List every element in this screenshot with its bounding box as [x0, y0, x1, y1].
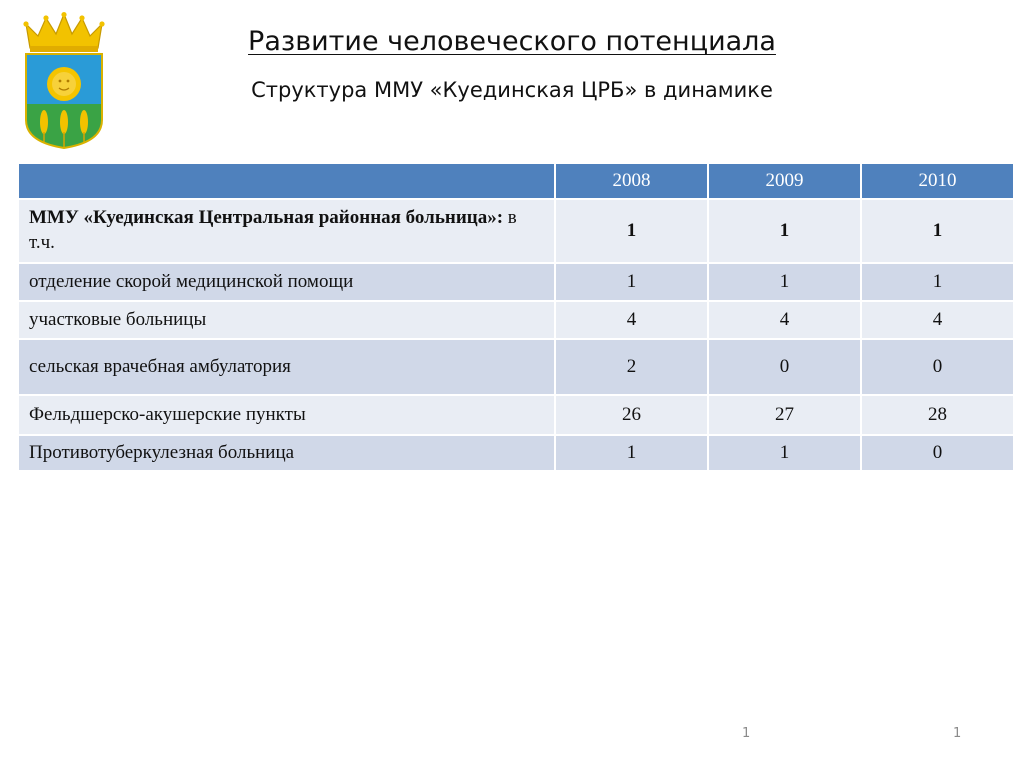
value-cell: 26 [555, 395, 708, 435]
value-cell: 1 [555, 199, 708, 263]
value-cell: 0 [708, 339, 861, 395]
row-label: Фельдшерско-акушерские пункты [18, 395, 555, 435]
value-cell: 27 [708, 395, 861, 435]
table-row [18, 199, 1014, 263]
value-cell: 0 [861, 339, 1014, 395]
slide-number-left: 1 [742, 726, 751, 741]
header-cell-year: 2008 [555, 163, 708, 199]
value-cell: 1 [555, 435, 708, 471]
page-title: Развитие человеческого потенциала [248, 26, 776, 57]
value-cell: 1 [708, 263, 861, 301]
page-subtitle: Структура ММУ «Куединская ЦРБ» в динамике [251, 78, 773, 102]
row-label: участковые больницы [18, 301, 555, 339]
coat-of-arms-icon [22, 12, 106, 156]
value-cell: 1 [861, 199, 1014, 263]
row-label: сельская врачебная амбулатория [18, 339, 555, 395]
table-header-row [18, 163, 1014, 199]
row-label: Противотуберкулезная больница [18, 435, 555, 471]
table-row [18, 395, 1014, 435]
header-cell-year: 2010 [861, 163, 1014, 199]
value-cell: 1 [861, 263, 1014, 301]
header-cell-year: 2009 [708, 163, 861, 199]
table-row [18, 301, 1014, 339]
table-row [18, 263, 1014, 301]
row-label-suffix: в т.ч. [29, 207, 517, 253]
row-label: ММУ «Куединская Центральная районная больница»: [29, 207, 504, 229]
table-row [18, 339, 1014, 395]
value-cell: 1 [708, 199, 861, 263]
structure-table [17, 162, 1015, 472]
row-label: отделение скорой медицинской помощи [18, 263, 555, 301]
value-cell: 4 [861, 301, 1014, 339]
value-cell: 4 [555, 301, 708, 339]
value-cell: 1 [708, 435, 861, 471]
value-cell: 28 [861, 395, 1014, 435]
row-label-cell [18, 199, 555, 263]
table-row [18, 435, 1014, 471]
value-cell: 1 [555, 263, 708, 301]
value-cell: 2 [555, 339, 708, 395]
slide-number-right: 1 [953, 726, 962, 741]
header-cell-label [18, 163, 555, 199]
value-cell: 4 [708, 301, 861, 339]
value-cell: 0 [861, 435, 1014, 471]
